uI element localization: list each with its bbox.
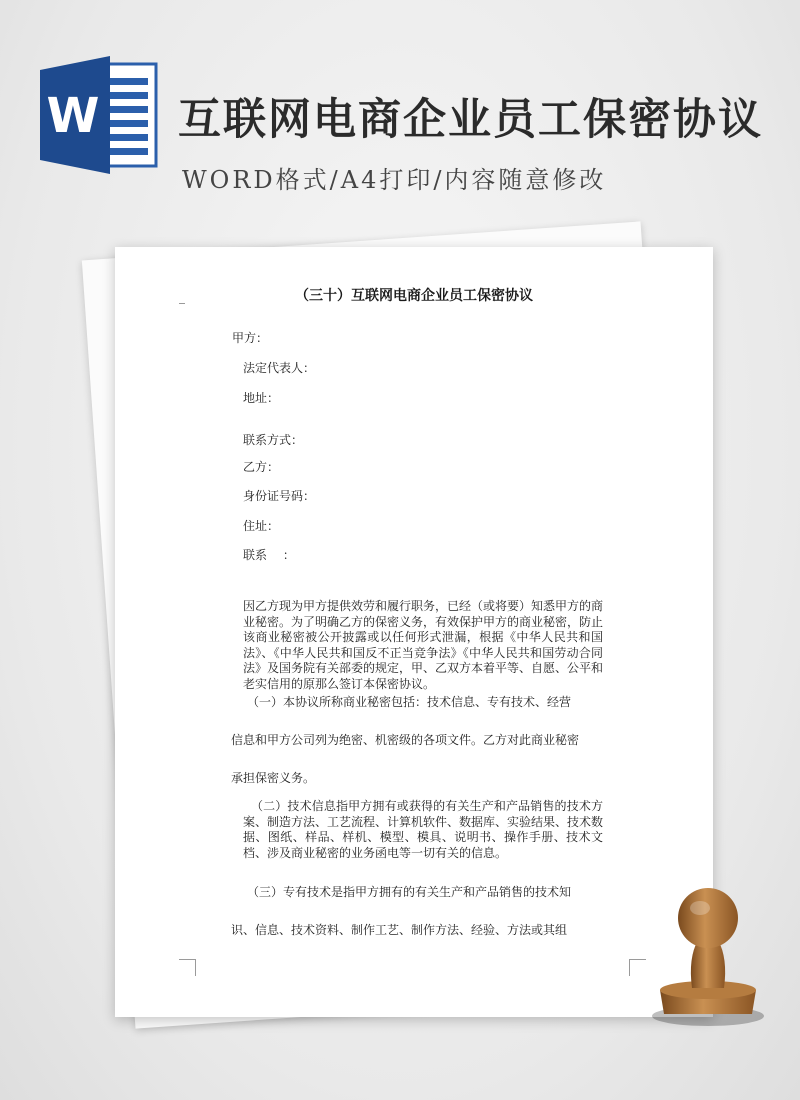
clause-3-line-2: 识、信息、技术资料、制作工艺、制作方法、经验、方法或其组 (231, 923, 568, 937)
field-party-b: 乙方： (243, 460, 280, 474)
margin-mark-bottom-left (179, 959, 196, 976)
banner-subtitle: WORD格式/A4打印/内容随意修改 (182, 166, 607, 194)
document-title: （三十）互联网电商企业员工保密协议 (295, 288, 533, 304)
clause-3-line-1: （三）专有技术是指甲方拥有的有关生产和产品销售的技术知 (247, 885, 572, 899)
clause-1-line-2: 信息和甲方公司列为绝密、机密级的各项文件。乙方对此商业秘密 (231, 733, 580, 747)
field-contact-b: 联系 ： (243, 548, 295, 562)
field-legal-rep: 法定代表人： (243, 361, 316, 375)
margin-mark-bottom-right (629, 959, 646, 976)
field-party-a: 甲方： (232, 331, 269, 345)
intro-paragraph: 因乙方现为甲方提供效劳和履行职务，已经（或将要）知悉甲方的商业秘密。为了明确乙方的保密义务，有效保护甲方的商业秘密，防止该商业秘密被公开披露或以任何形式泄漏，根据《中华人民共和国法》、《中华人民共和国反不正当竞争法》《中华人民共和国劳动合同法》及国务院有关部委的规定，甲、乙双方本着平等、自愿、公平和老实信用的原那么签订本保密协议。 (243, 599, 604, 691)
field-residence: 住址： (243, 519, 280, 533)
banner (0, 0, 800, 210)
field-address: 地址： (243, 391, 280, 405)
word-logo-letter: W (46, 88, 100, 144)
wooden-stamp-icon (648, 878, 768, 1028)
field-id-number: 身份证号码： (243, 489, 316, 503)
banner-title: 互联网电商企业员工保密协议 (178, 95, 763, 145)
clause-1-line-1: （一）本协议所称商业秘密包括：技术信息、专有技术、经营 (247, 695, 572, 709)
clause-1-line-3: 承担保密义务。 (231, 771, 316, 785)
clause-2-paragraph: （二）技术信息指甲方拥有或获得的有关生产和产品销售的技术方案、制造方法、工艺流程、计算机软件、数据库、实验结果、技术数据、图纸、样品、样机、模型、模具、说明书、操作手册、技术文档、涉及商业秘密的业务函电等一切有关的信息。 (243, 799, 604, 860)
field-contact-a: 联系方式： (243, 433, 304, 447)
document-page (115, 247, 713, 1017)
word-icon (40, 56, 160, 174)
